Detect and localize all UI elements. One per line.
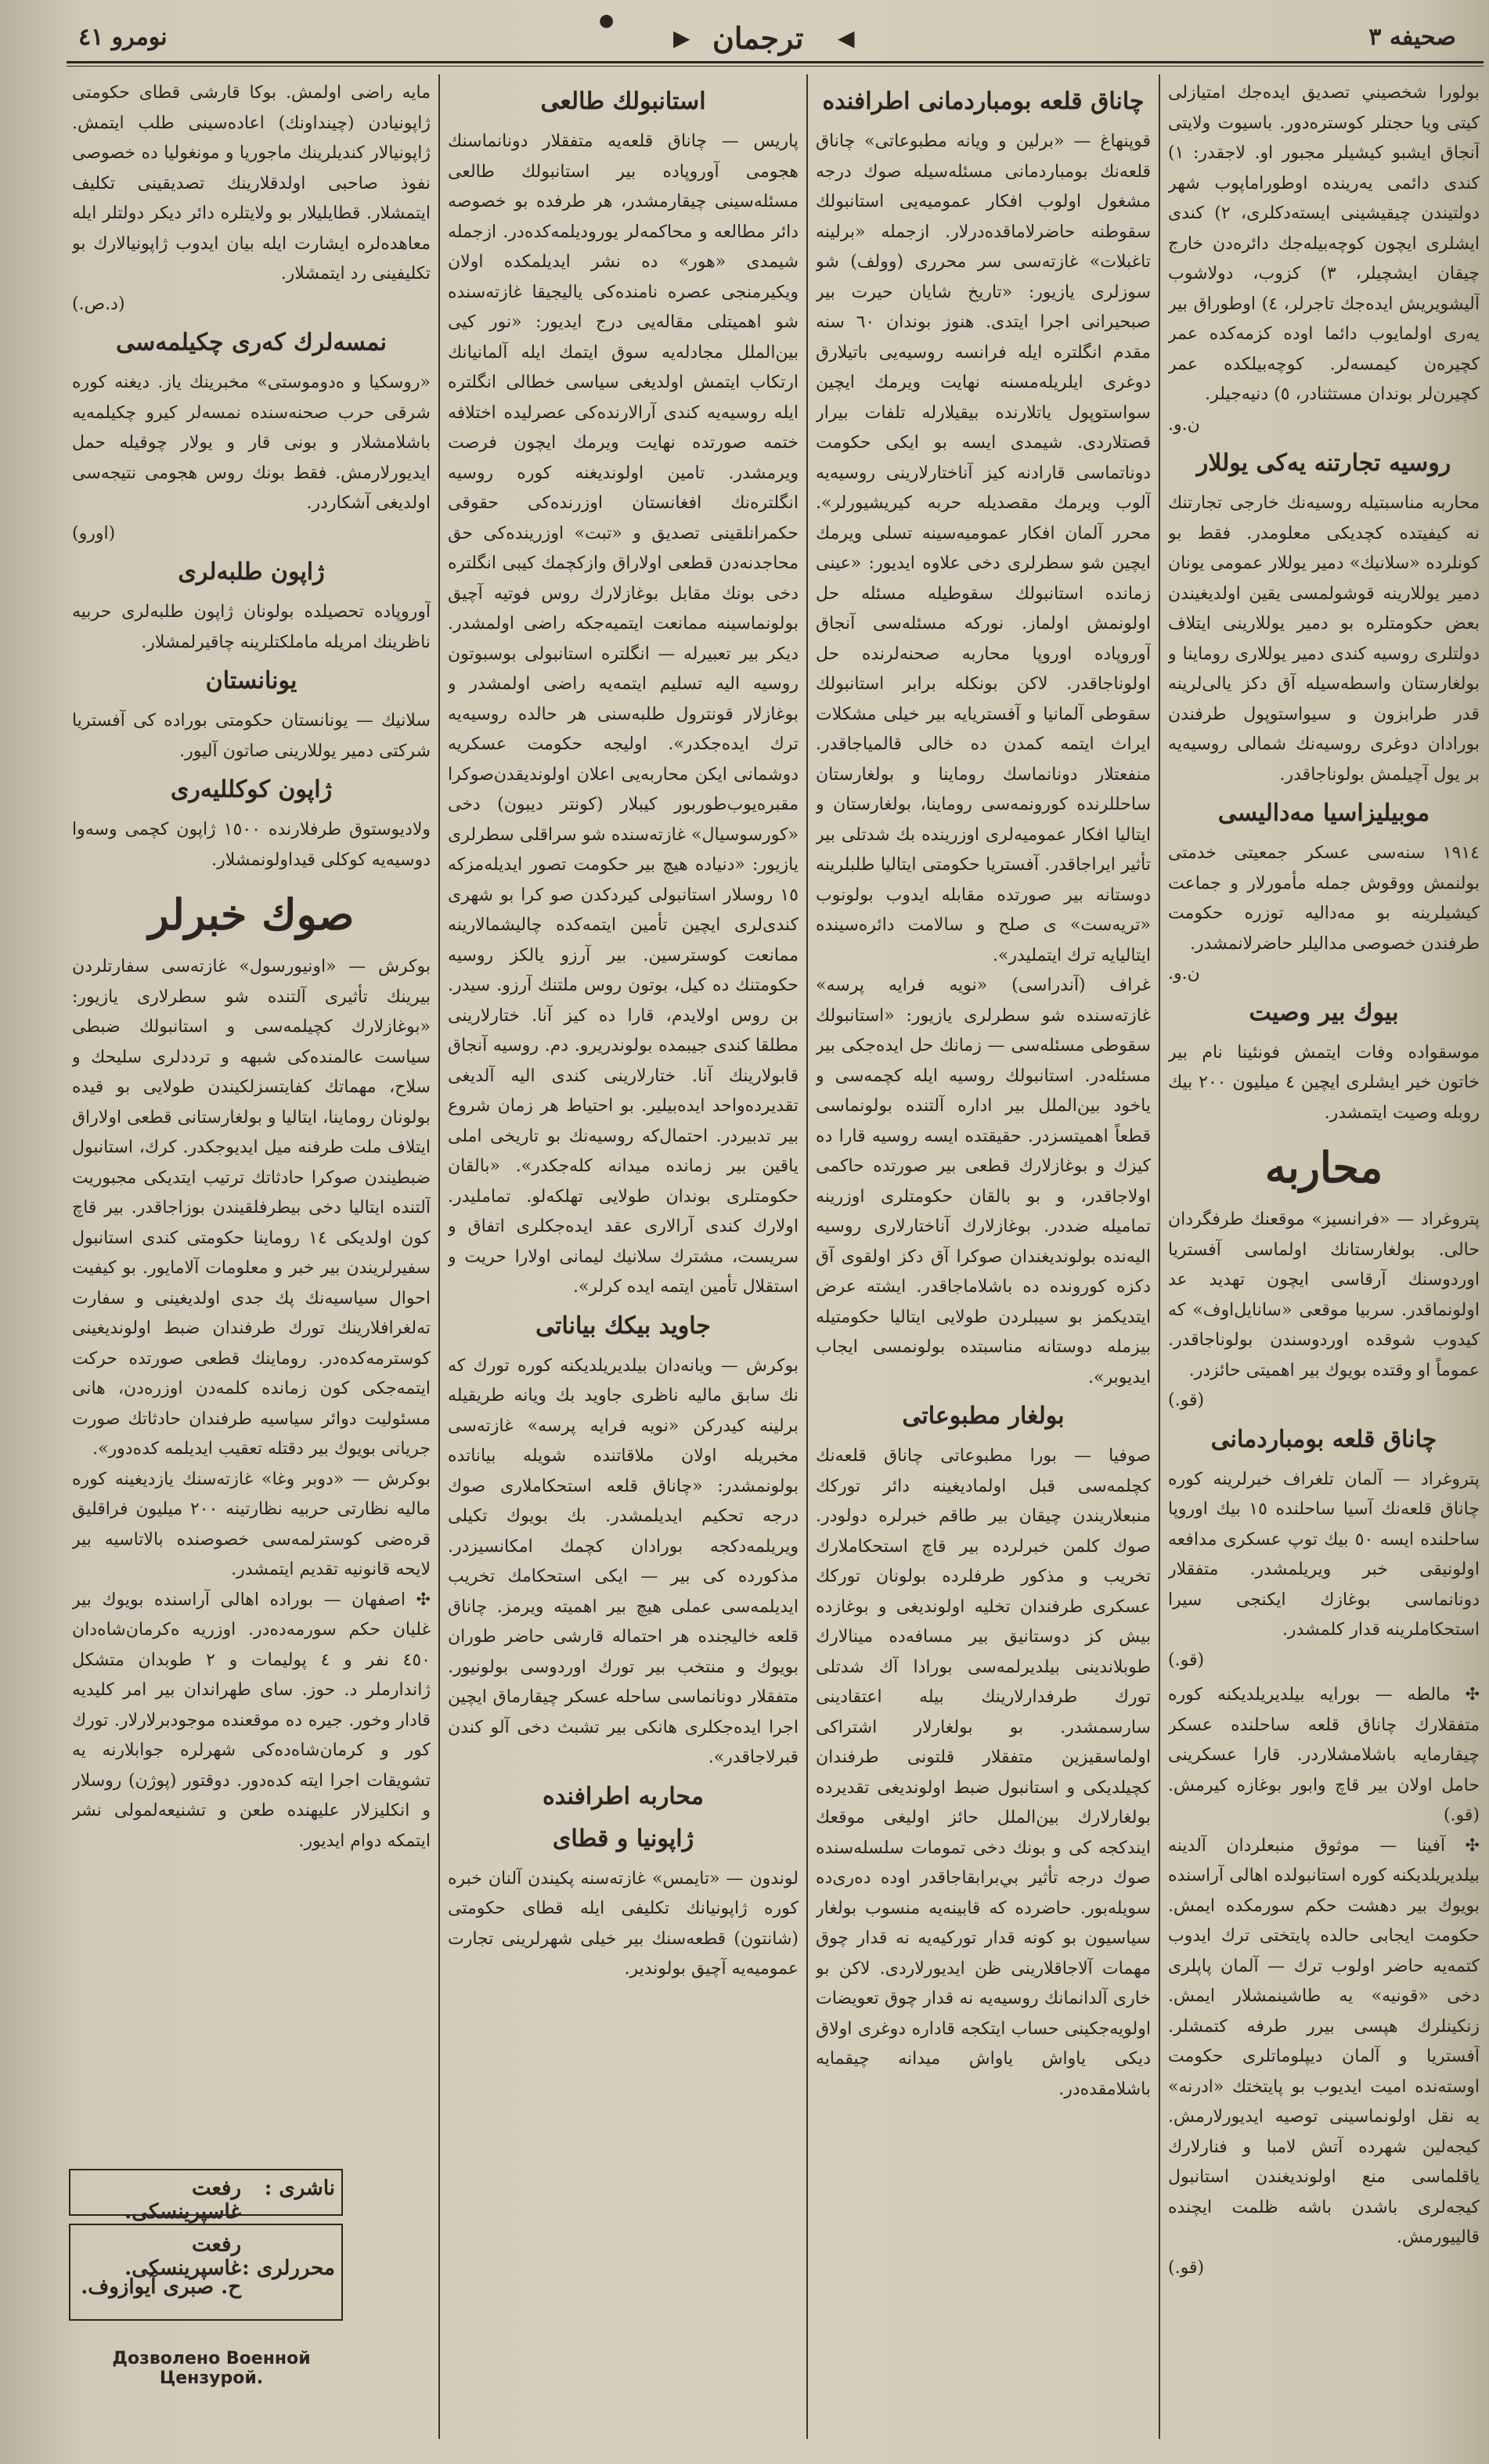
article-heading: ژاپون طلبه‌لرى bbox=[178, 558, 325, 586]
censor-notice: Дозволено Военной Цензурой. bbox=[112, 2349, 311, 2388]
article-paragraph: موسقواده وفات ايتمش فونئينا نام بير خاتون خير ايشلرى ايچين ٤ ميليون ٢٠٠ بيك روبله وصيت ايتمشدر. bbox=[1168, 1042, 1480, 1123]
column-divider bbox=[1159, 74, 1160, 2439]
article-paragraph: غراف (آندراسى) «نويه فرايه پرسه» غازته‌سنده شو سطرلرى يازيور: «استانبولك سقوطى مسئله‌سى — زمانك حل ايده‌جكى بير مسئله‌در. استانبولك روسيه ايله كچمه‌سى و ياخود بين‌الملل بير اداره آلتنده بولونماسى قطعاً اهميتسزدر. حقيقتده ايسه روسيه قارا ده كيزك و بوغازلارك قطعى بير صورتده حاكمى اولاجاقدر، و بو بالقان حكومتلرى اوزرينه تماميله ضددر. بوغازلارك آناختارلارى روسيه اليه‌نده بولونديغندان صوكرا آق دكز اولقوى آق دكزه كورونده ده باشلاماجاقدر. ايشته عرض ايتديكمز بو سيبلردن طولايى ايتاليا حكومتيله بيزمله دوستانه مناسبتده بولونمسى ايجاب ايديوبر». bbox=[816, 976, 1151, 1387]
header-ornament-left-icon: ▶ bbox=[673, 25, 690, 51]
column-divider bbox=[806, 74, 808, 2439]
header-rule-thin bbox=[67, 66, 1484, 67]
article-heading: ژاپونيا و قطاى bbox=[552, 1824, 694, 1853]
article-heading: جاويد بيكك بياناتى bbox=[535, 1311, 711, 1340]
section-heading: محاربه bbox=[1264, 1142, 1383, 1192]
article-heading: ژاپون كوكلليه‌رى bbox=[170, 776, 333, 803]
article-paragraph: قوپنهاغ — «برلين و ويانه مطبوعاتى» چاناق قلعه‌نك بومباردمانى مسئله‌سيله صوك درجه مشغول اولوب افكار عموميه‌يى استانبولك سقوطنه حاضرلاماقده‌درلار. ازجمله «برلينه تاغبلات» غازته‌سى سر محررى (وولف) شو سوزلرى يازيور: «تاريخ شايان حيرت بير صبحيرانى اجرا ايتدى. هنوز بوندان ٦٠ سنه مقدم انگلتره ايله فرانسه روسيه‌يى باتيلارق دوغرى ايلريله‌مسنه نهايت ويرمك ايچين سواستوپول ياتلارنده بيقيلارله تلفات بيرار قصتلاردى. شيمدى ايسه بو ايكى حكومت دوناتماسى قارادنه كيز آناختارلارينى روسيه‌يه آلوب ويرمك مقصديله حربه كيريشيورلر». محرر آلمان افكار عموميه‌سينه تسلى ويرمك ايچين شو سطرلرى دخى علاوه ايديور: «عينى زمانده استانبولك سقوطيله مسئله حل اولونمش اولماز. نوركه مسئله‌سى آنجاق آوروپاده اوروپا محاربه صحنه‌لرنده حل اولوناجاقدر. لاكن بونكله برابر استانبولك سقوطى آلمانيا و آفستريايه بير خيلى مشكلات ايراث ايتمه كمدن ده خالى قالمياجاقدر. منفعتلار دونانماسك روماينا و بولغارستان ساحللرنده كورونمه‌سى روماينا، بولغارستان و ايتاليا افكار عموميه‌لرى اوزرينده بك شدتلى بير تأثير ايراجاقدر. آفستريا حكومتى ايتاليا طلبلرينه دوستانه بير صورتده مقابله ايدوب بولونوب «تريه‌ست» ى صلح و سالامت دائره‌سينده ايتاليايه ترك ايتمليدر». bbox=[816, 132, 1151, 965]
article-paragraph: آوروپاده تحصيلده بولونان ژاپون طلبه‌لرى حربيه ناظرينك امريله ماملكتلرينه چاقيرلمشلار. bbox=[72, 602, 431, 652]
section-heading: صوك خبرلر bbox=[148, 889, 355, 940]
article-heading: چاناق قلعه بومباردمانى bbox=[1210, 1425, 1437, 1453]
page-header bbox=[47, 11, 1456, 86]
article-heading: بولغار مطبوعاتى bbox=[902, 1402, 1065, 1430]
article-paragraph: سلانيك — يونانستان حكومتى بوراده كى آفستريا شركتى دمير يوللارينى صاتون آليور. bbox=[72, 711, 431, 761]
imprint-box bbox=[69, 2169, 343, 2337]
source-signature: (قو.) bbox=[1168, 2257, 1205, 2278]
article-heading: يونانستان bbox=[205, 667, 297, 694]
article-heading: بيوك بير وصيت bbox=[1249, 998, 1399, 1026]
article-paragraph: بولورا شخصيني تصديق ايده‌جك امتيازلى كيتى ويا حجتلر كوستره‌دور. باسيوت ولايتى آنجاق ايشبو كيشيلر مجبور او. لاجقدر: ١) كندى دائمى يه‌رينده اوطوراماپوب شهر دولتيندن چيقيشينى ايسته‌دكلرى، ٢) كندى ايشلرى ايچون كوچه‌بيله‌جك دائره‌دن خارج چيقان ايشچيلر، ٣) كزوب، دولاشوب آليشويريش ايده‌جك تاجرلر، ٤) اوطوراق بير يه‌رى اولمايوب دائما اوده كزمه‌كده عمر كچيره‌ن كيمسه‌لر. كوچه‌بيلكده عمر كچيرن‌لر بوندان مستثنادر، ٥) دنيه‌جيلر. bbox=[1168, 83, 1480, 404]
article-paragraph: پتروغراد — آلمان تلغراف خبرلرينه كوره چاناق قلعه‌نك آسيا ساحلنده ١٥ بيك اوروپا ساحلنده ايسه ٥٠ بيك توپ عسكرى مدافعه اولونيقى خبر ويريلمشدر. متفقلار دونانماسى بوغازك ايكنجى سيرا استحكاملرينه قدار كلمشدر. bbox=[1168, 1469, 1480, 1640]
source-signature: ن.و. bbox=[1168, 414, 1200, 435]
source-signature: (د.ص.) bbox=[72, 294, 125, 314]
article-paragraph: بوكرش — «دوبر وغا» غازته‌سنك يازديغينه كوره ماليه نظارتى حربيه نظارتينه ٢٠٠ ميليون فراقليق قره‌ضى كوسترلمه‌سى خصوصنده بالاتاسيه بير لايحه قانونيه تقديم ايتمشدر. bbox=[72, 1469, 431, 1579]
editor-name: ح. صبرى آيوازوف. bbox=[81, 2275, 241, 2299]
article-paragraph: ١٩١٤ سنه‌سى عسكر جمعيتى خدمتى بولنمش ووقوش جمله مأمورلار و جماعت كيشيلرينه بو مه‌داليه توزره حكومت طرفندن خصوصى مداليلر حاضرلانمشدر. bbox=[1168, 843, 1480, 954]
source-signature: ن.و. bbox=[1168, 964, 1200, 983]
article-paragraph: ولاديوستوق طرفلارنده ١٥٠٠ ژاپون كچمى وسه‌وا دوسيه‌يه كوكلى قيداولونمشلار. bbox=[72, 820, 431, 870]
header-rule bbox=[67, 61, 1484, 63]
article-paragraph: لوندون — «تايمس» غازته‌سنه پكيندن آلنان خبره كوره ژاپونيانك تكليفى ايله قطاى حكومتى (شانتون) قطعه‌سنك بير خيلى شهرلرينى تجارت عموميه‌يه آچيق بولوندير. bbox=[448, 1868, 799, 1979]
header-ornament-right-icon: ◀ bbox=[838, 25, 855, 51]
source-signature: (اورو) bbox=[72, 523, 116, 543]
article-heading: محاربه اطرافنده bbox=[543, 1782, 704, 1810]
article-paragraph: ✣ مالطه — بورايه بيلديريلديكنه كوره متفقلارك چاناق قلعه ساحلنده عسكر چيقارمايه باشلامشلاردر. قارا عسكرينى حامل اولان بير قاچ وابور بوغازه كيرمش. (قو.) bbox=[1168, 1685, 1480, 1825]
article-paragraph: پتروغراد — «فرانسيز» موقعنك طرفگردان حالى. بولغارستانك اولماسى آفستريا اوردوسنك آرقاسى ايچون تهديد عد اولونماقدر. سربيا موقعى «سانايل‌اوف» كه كيدوب شوقده اوردوسندن بولوناجاقدر. عموماً او وقتده بويوك بير اهميتى حائزدر. bbox=[1168, 1210, 1480, 1380]
source-signature: (قو.) bbox=[1168, 1650, 1205, 1670]
article-heading: نمسه‌لرك كه‌رى چكيلمه‌سى bbox=[116, 329, 387, 356]
publisher-label: ناشرى : bbox=[264, 2177, 335, 2200]
article-heading: چاناق قلعه بومباردمانى اطرافنده bbox=[822, 88, 1145, 115]
article-heading: موبيليزاسيا مه‌داليسى bbox=[1217, 799, 1430, 827]
article-paragraph: ✣ اصفهان — بوراده اهالى آراسنده بويوك بير غليان حكم سورمه‌ده‌در. اوزريه ه‌كرمان‌شاه‌دان ٤٥٠ نفر و ٤ پوليمات و ٢ طوبدان متشكل ژاندارملر د. حوز. ساى طهراندان بير امر كليديه قادار وخور. جيره ده موقعنده موجودبرلارلار. تورك كور و كرمان‌شاه‌ده‌كى شهرلره جوابلارنه يه تشويقات اجرا ايته كده‌دور. دوقتور (پوژن) روسلار و انكليزلار عليهنده طعن و تشنيعه‌لمولى نشر ايتمكه دوام ايديور. bbox=[72, 1589, 431, 1851]
column-2 bbox=[816, 78, 1151, 2435]
article-heading: روسيه تجارتنه يه‌كى يوللار bbox=[1196, 449, 1451, 477]
source-signature: (قو.) bbox=[1168, 1391, 1205, 1410]
column-3 bbox=[448, 78, 799, 2435]
article-heading: استانبولك طالعى bbox=[540, 88, 706, 115]
article-paragraph: مايه راضى اولمش. بوكا قارشى قطاى حكومتى ژاپونيادن (چينداونك) اعاده‌سينى طلب ايتمش. ژاپونيالار كنديلرينك ماجوريا و مونغوليا ده خصوصى نفوذ صاحبى اولدقلارينك تصديقينى تكليف ايتمشلار. قطايليلار بو ولايتلره دائر ديكر دولتلر ايله معاهده‌لره ايشارت ايله بيان ايدوب ژاپونيالارك بو تكليفينى رد ايتمشلار. bbox=[72, 83, 431, 283]
editor-name: رفعت غاسپرينسكى. bbox=[124, 2233, 241, 2280]
article-paragraph: «روسكيا و ه‌دوموستى» مخبرينك ياز. ديغنه كوره شرقى حرب صحنه‌سنده نمسه‌لر كيرو چكيلمه‌يه باشلامشلار و بونى قار و يولار چوقيله حمل ايديورلارمش. فقط بونك روس هجومى نتيجه‌سى اولديغى آشكاردر. bbox=[72, 373, 431, 513]
star-ornament-icon: ● bbox=[599, 11, 615, 31]
newspaper-title: ترجمان bbox=[712, 20, 804, 56]
article-paragraph: صوفيا — بورا مطبوعاتى چاناق قلعه‌نك كچلمه‌سى قبل اولماديغينه دائر توركك منبعلاريندن چيقان بير طاقم خبرلره دولودر. صوك كلمن خبرلرده بير قاچ استحكاملارك تخريب و مذكور طرفلرده بولونان توركك عسكرى طرفندان تخليه اولونديغى و بوغازده بيش كز دوستانيق بير مسافه‌ده مينالارك طوبلاندينى بيلديرلمه‌سى بورادا آك شدتلى تورك طرفدارلارينك بيله اعتقادينى سارسمشدر. بو بولغارلار اشتراكى اولماسقيزين متفقلار قلتونى طرفندان كچيلديكى و استانبول ضبط اولونديغى تقديرده بولغارلارك بين‌الملل حائز اوليغى موقعك ايندكجه كى و بونك دخى تمومات سلسله‌سنده صوك درجه تأثير بي‌برابقاجاقدر اوده ده‌رى‌ده سويله‌بور. حاضرده كه قابينه‌يه منسوب بولغار سياسيون بو كونه قدار توركيه‌يه نه قدار چوق مهمات آلاجاقلارينى ظن ايديورلاردى. لاكن بو خارى آلدانمانك روسيه‌يه نه قدار چوق تعويضات اولويه‌جكينى حساب ايتكجه قاداره دوغرى اولاق ديكى ياواش ياواش ميدانه چيقمايه باشلامقده‌در. bbox=[816, 1446, 1151, 2099]
column-1 bbox=[1168, 78, 1480, 2435]
column-divider bbox=[438, 74, 440, 2439]
issue-number-label: نومرو ٤١ bbox=[78, 23, 168, 51]
page-number-label: صحيفه ۳ bbox=[1368, 23, 1456, 51]
publisher-name: رفعت غاسپرينسكى. bbox=[124, 2177, 241, 2224]
article-paragraph: پاريس — چاناق قلعه‌يه متفقلار دونانماسنك هجومى آوروپاده بير استانبولك طالعى مسئله‌سينى چيقارمشدر، هر طرفده بو خصوصه دائر مطالعه و محاكمه‌لر يوروديلمه‌كده‌در. ازجمله شيمدى «هور» ده نشر ايديلمكده اولان ويكيرمنجى عصره نامنده‌كى ياليجيقا غازته‌سنده شو اهميتلى مقاله‌يى درج ايديور: «نور كيى بين‌الملل مجادله‌يه سوق ايتمك ايله آلمانيانك ارتكاب ايتمش اولديغى سياسى خطالى انگلتره ايله روسيه‌يه كندى آرالارنده‌كى عصرليده اختلافه ختمه صورتده نهايت ويرمك ايچون فرصت ويرمشدر. تامين اولونديغنه كوره روسيه انگلتره‌نك افغانستان اوزرنده‌كى حقوقى حكمرانلقينى تصديق و «تبت» اوزرينده‌كى حق محاجدنه‌دن قطعى اولاراق وازكچمك كيبى انگلتره دخى بونك مقابل بوغازلارك روس فوتيه آچيق بولونماسينه ممانعت ايتميه‌جكه راضى اولمشدر. ديكر بير تعبيرله — انگلتره استانبولى بوسبوتون روسيه اليه تسليم ايتمه‌يه راضى اولمشدر و بوغازلار قونترول طلبه‌سنى هر حالده روسيه‌يه ترك ايده‌جكدر». اوليجه حكومت عسكريه دوشمانى ايكن محاربه‌يى اعلان اولونديقدن‌صوكرا مقبره‌يوب‌طوربور كيبلار (كونتر ديبون) دخى «كورسوسيال» غازته‌سنده شو سراقلى سطرلرى يازيور: «دنياده هيچ بير حكومت تصور ايديله‌مزكه ١٥ روسلار استانبولى كيردكدن صو كرا بو شهرى كندى‌لرى ايچين تأمين ايتمه‌كده چاليشمالارينه ممانعت كوسترسين. بير آرزو يالكز روسيه حكومتنك ده كيل، بوتون روس ملتنك آرزو. سيدر. بن روس اولايدم، قارا ده كيز آنا. ختارلارينى مطلقا كندى جيبمده بولوندريرو. دم. روسيه آنجاق قابولارينك آنا. ختارلارينى كندى اليه آلديغى تقديرده‌واحد ايده‌بيلير. بو احتياط هر زمان شروع بير تدبيردر. احتمال‌كه روسيه‌نك بو تاريخى املى ياقين بير زمانده ميدانه كله‌جكدر». «بالقان حكومتلرى بوندان طولايى تهلكه‌لو. تمامليدر. اولارك كندى آرالارى عقد ايده‌جكلرى اتفاق و سريست، مشترك سلانيك ليمانى اولارا حريت و استقلال تأمين ايتمه ايده كرلر». bbox=[448, 132, 799, 1297]
article-paragraph: محاربه مناسبتيله روسيه‌نك خارجى تجارتنك نه كيفيتده كچديكى معلومدر. فقط بو كونلرده «سلانيك» دمير يوللار عمومى يونان دمير يوللارينه قوشولمسى يقين اولديغيندن بعض حكومتلره بو دمير يوللارينى ايتلاف دولتلرى روسيه كندى دمير يوللارى روماينا و بولغارستان واسطه‌سيله آق دكز يالى‌لرينه قدر طرابزون و سيواستوپول طرفندن بورادان دوغرى روسيه‌نك شمالى روسيه‌يه بر يول آچيلمش بولوناجاقدر. bbox=[1168, 493, 1480, 785]
editors-label: محررلرى : bbox=[242, 2257, 335, 2280]
article-paragraph: ✣ آفينا — موثوق منبعلردان آلدينه بيلديريلديكنه كوره استانبولده اهالى آراسنده بويوك بير دهشت حكم سورمكده ايمش. حكومت ايجابى حالده پايتختى ترك ايدوب كتمه‌يه حاضر اولوب ترك — آلمان پاپلرى دخى «قونيه» يه طاشينمشلار ايمش. زنكينلرك هپسى بيرر طرفه كتمشلر. آفستريا و آلمان ديپلوماتلرى حكومت اوسته‌نده اميت ايديوب بو پايتختك «ادرنه» يه نقل اولونماسينى توصيه ايديورلارمش. كيجه‌لين شهرده آتش لامبا و فنارلارك ياقلماسى منع اولونديغندن استانبول كيجه‌لرى باشدن باشه ظلمت ايچنده قالييورمش. bbox=[1168, 1835, 1480, 2247]
article-paragraph: بوكرش — «اونيورسول» غازته‌سى سفارتلردن بيرينك تأثيرى آلتنده شو سطرلارى يازيور: «بوغازلارك كچيلمه‌سى و استانبولك ضبطى سياست عالمنده‌كى شبهه و تردد‌لرى سليحك و سلاح، مهماتك كفايتسزلكيندن طولايى بو قيده بولونان روماينا، ايتاليا و بولغارستانى قطعى اولاراق ايتلاف ملت طرفنه ميل ايديوجكدر. كرك، استانبول ضبطيندن صوكرا حادثاتك ترتيب ايتديكى مجبوريت آلتنده ايتاليا دخى بيطرفلقيندن بوزاجاقدر. بير قاچ كون اولديكى ١٤ روماينا حكومتى كندى استانبول سفيرلريندن بير خبر و معلومات آلامايور. بو كيفيت احوال سياسيه‌نك پك جدى اولديغينى و سفارت ته‌لغرافلارينك تورك طرفندان ضبط اولونديغينى كوسترمه‌كده‌در. روماينك قطعى صورتده حركت ايتمه‌جكى كون زمانده كلمه‌دن اوزره‌دن، هانى مسئوليت دوائر سياسيه طرفندان حادثاتك صورت جريانى بويوك بير دقتله تعقيب ايديلمه كده‌دور». bbox=[72, 957, 431, 1459]
column-4 bbox=[72, 78, 431, 2153]
article-paragraph: بوكرش — ويانه‌دان بيلديريلديكنه كوره تورك كه نك سابق ماليه ناظرى جاويد بك ويانه طريقيله برلينه كيدركن «نويه فرايه پرسه» غازته‌سى مخبريله اولان ملاقاتنده شويله بياناتده بولونمشدر: «چاناق قلعه استحكاملارى صوك درجه تحكيم ايديلمشدر. بك بويوك تكيلى ويريلمه‌دكجه‌ بورادان كچمك امكانسيزدر. مذكورده كى بير — ايكى استحكامك تخريب ايديلمه‌سى عملى هيچ بير اهميته ويرمز. چاناق قلعه خاليجنده هر احتماله قارشى حاضر طوران بويوك و منتخب بير تورك اوردوسى بولونيور. متفقلار دونانماسى ساحله عسكر چيقارماق ايچين اجرا ايده‌جكلرى هانكى بير تشبث دخى آلو كندن قبرلاجاقدر». bbox=[448, 1355, 799, 1767]
